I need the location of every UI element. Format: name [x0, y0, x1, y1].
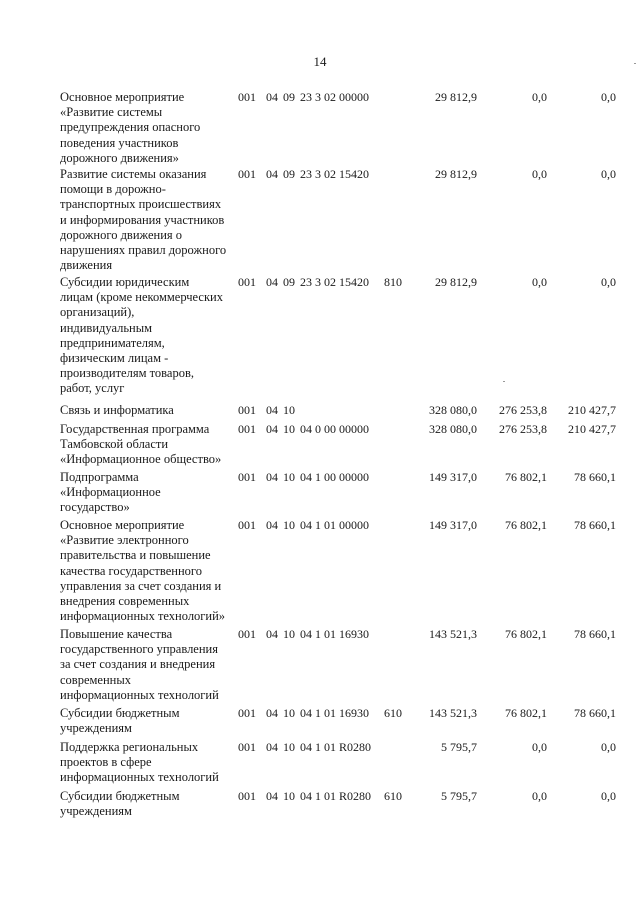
row-name: Субсидии бюджетным учреждениям [60, 706, 180, 736]
page-number: 14 [313, 54, 327, 69]
code-section: 04 [266, 275, 278, 289]
table-row [0, 90, 640, 165]
code-section: 04 [266, 167, 278, 181]
amount-year-2: 276 253,8 [499, 422, 547, 436]
row-name: Субсидии бюджетным учреждениям [60, 789, 180, 819]
table-row [0, 275, 640, 396]
amount-year-1: 143 521,3 [429, 627, 477, 641]
code-target-article: 04 0 00 00000 [300, 422, 369, 436]
table-row [0, 403, 640, 417]
amount-year-2: 76 802,1 [505, 470, 547, 484]
amount-year-2: 0,0 [532, 167, 547, 181]
amount-year-3: 0,0 [601, 167, 616, 181]
amount-year-3: 0,0 [601, 789, 616, 803]
amount-year-1: 149 317,0 [429, 518, 477, 532]
code-target-article: 04 1 01 16930 [300, 627, 369, 641]
row-name: Поддержка региональных проектов в сфере информационных технологий [60, 740, 219, 785]
amount-year-1: 29 812,9 [435, 167, 477, 181]
table-row [0, 706, 640, 736]
code-target-article: 04 1 01 16930 [300, 706, 369, 720]
code-subsection: 10 [283, 403, 295, 417]
code-ved: 001 [238, 275, 256, 289]
code-target-article: 23 3 02 00000 [300, 90, 369, 104]
code-target-article: 23 3 02 15420 [300, 167, 369, 181]
amount-year-3: 0,0 [601, 740, 616, 754]
code-subsection: 09 [283, 167, 295, 181]
amount-year-3: 78 660,1 [574, 706, 616, 720]
code-ved: 001 [238, 518, 256, 532]
row-name: Подпрограмма «Информационное государство» [60, 470, 161, 515]
code-ved: 001 [238, 403, 256, 417]
code-target-article: 23 3 02 15420 [300, 275, 369, 289]
code-ved: 001 [238, 740, 256, 754]
table-row [0, 518, 640, 624]
code-section: 04 [266, 740, 278, 754]
code-subsection: 09 [283, 275, 295, 289]
code-expense-type: 610 [384, 706, 402, 720]
amount-year-2: 0,0 [532, 90, 547, 104]
amount-year-3: 210 427,7 [568, 403, 616, 417]
table-row [0, 789, 640, 819]
code-target-article: 04 1 00 00000 [300, 470, 369, 484]
amount-year-1: 328 080,0 [429, 422, 477, 436]
code-section: 04 [266, 90, 278, 104]
code-ved: 001 [238, 706, 256, 720]
amount-year-2: 0,0 [532, 789, 547, 803]
scan-speck [503, 381, 505, 382]
amount-year-3: 0,0 [601, 275, 616, 289]
code-section: 04 [266, 789, 278, 803]
code-ved: 001 [238, 470, 256, 484]
table-row [0, 627, 640, 702]
code-target-article: 04 1 01 R0280 [300, 789, 372, 803]
amount-year-1: 328 080,0 [429, 403, 477, 417]
amount-year-3: 78 660,1 [574, 518, 616, 532]
row-name: Субсидии юридическим лицам (кроме некоммерческих организаций), индивидуальным предпринимателям, физическим лицам - производителям товаров, работ, услуг [60, 275, 223, 396]
row-name: Повышение качества государственного управления за счет создания и внедрения современных информационных технологий [60, 627, 219, 702]
amount-year-2: 0,0 [532, 740, 547, 754]
code-section: 04 [266, 422, 278, 436]
code-subsection: 10 [283, 518, 295, 532]
code-target-article: 04 1 01 R0280 [300, 740, 372, 754]
amount-year-1: 5 795,7 [441, 740, 477, 754]
code-expense-type: 610 [384, 789, 402, 803]
amount-year-3: 210 427,7 [568, 422, 616, 436]
code-section: 04 [266, 403, 278, 417]
code-subsection: 09 [283, 90, 295, 104]
amount-year-1: 29 812,9 [435, 275, 477, 289]
code-ved: 001 [238, 90, 256, 104]
code-ved: 001 [238, 167, 256, 181]
code-section: 04 [266, 470, 278, 484]
code-subsection: 10 [283, 470, 295, 484]
code-ved: 001 [238, 627, 256, 641]
code-subsection: 10 [283, 789, 295, 803]
code-ved: 001 [238, 422, 256, 436]
amount-year-1: 5 795,7 [441, 789, 477, 803]
amount-year-2: 76 802,1 [505, 706, 547, 720]
row-name: Развитие системы оказания помощи в дорожно- транспортных происшествиях и информирования участников дорожного движения о нарушениях правил дорожного движения [60, 167, 227, 273]
row-name: Связь и информатика [60, 403, 174, 417]
table-row [0, 422, 640, 467]
amount-year-2: 276 253,8 [499, 403, 547, 417]
amount-year-3: 78 660,1 [574, 470, 616, 484]
code-subsection: 10 [283, 627, 295, 641]
code-subsection: 10 [283, 422, 295, 436]
table-row [0, 740, 640, 785]
amount-year-1: 29 812,9 [435, 90, 477, 104]
row-name: Государственная программа Тамбовской области «Информационное общество» [60, 422, 222, 467]
scan-speck [634, 63, 636, 64]
table-row [0, 470, 640, 515]
code-target-article: 04 1 01 00000 [300, 518, 369, 532]
amount-year-2: 0,0 [532, 275, 547, 289]
table-row [0, 167, 640, 273]
amount-year-3: 0,0 [601, 90, 616, 104]
code-expense-type: 810 [384, 275, 402, 289]
amount-year-1: 143 521,3 [429, 706, 477, 720]
code-section: 04 [266, 706, 278, 720]
code-ved: 001 [238, 789, 256, 803]
amount-year-2: 76 802,1 [505, 627, 547, 641]
code-section: 04 [266, 518, 278, 532]
row-name: Основное мероприятие «Развитие системы предупреждения опасного поведения участников дорожного движения» [60, 90, 201, 165]
row-name: Основное мероприятие «Развитие электронного правительства и повышение качества государственного управления за счет создания и внедрения современных информационных технологий» [60, 518, 226, 624]
amount-year-3: 78 660,1 [574, 627, 616, 641]
code-section: 04 [266, 627, 278, 641]
code-subsection: 10 [283, 706, 295, 720]
amount-year-1: 149 317,0 [429, 470, 477, 484]
amount-year-2: 76 802,1 [505, 518, 547, 532]
code-subsection: 10 [283, 740, 295, 754]
